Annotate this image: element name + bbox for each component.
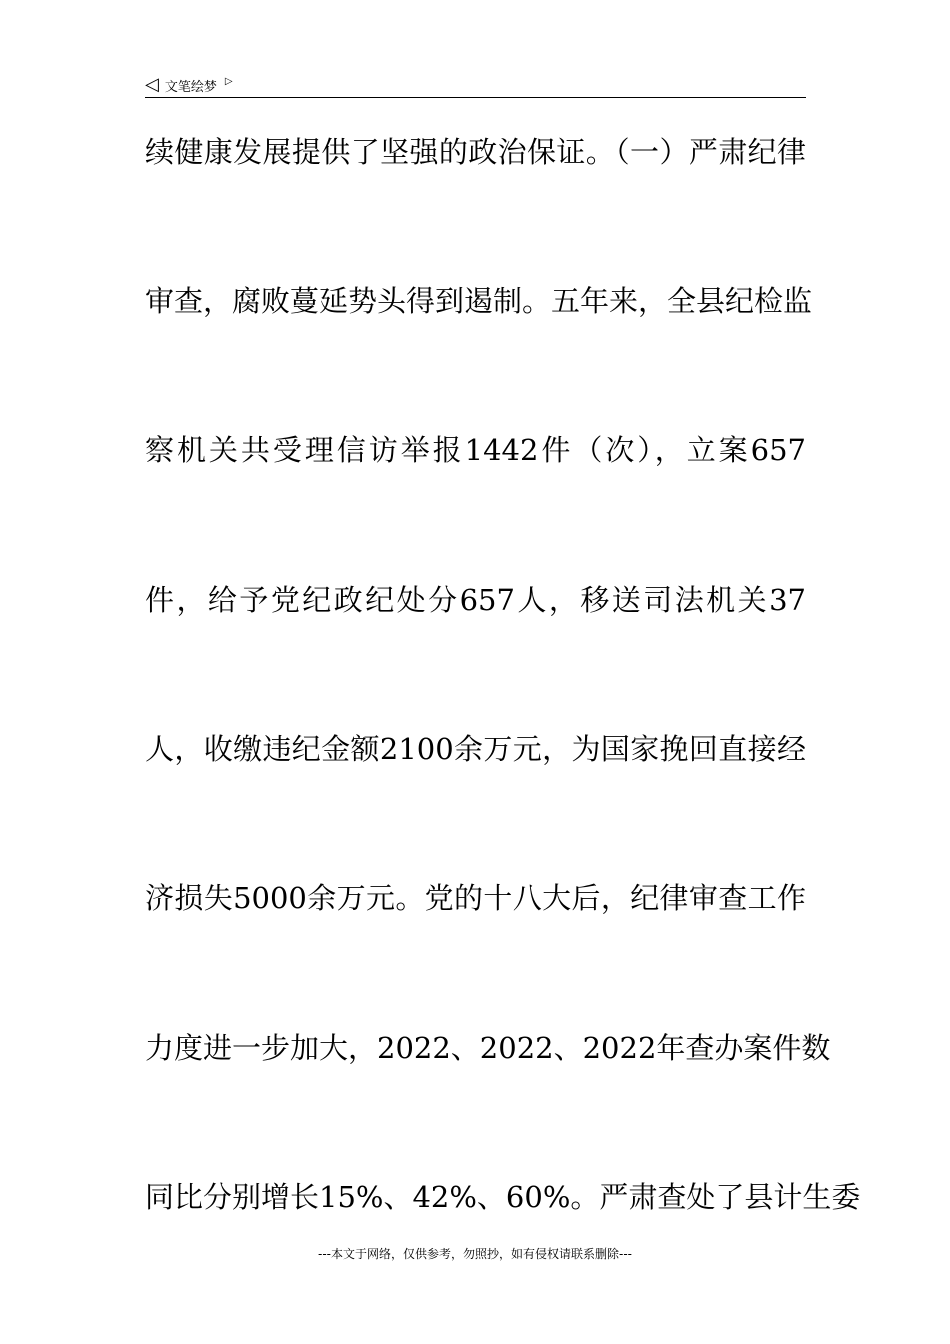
document-header [145, 72, 233, 98]
body-line: 济损失5000余万元。党的十八大后，纪律审查工作 [145, 881, 806, 915]
footer-notice: ---本文于网络，仅供参考，勿照抄，如有侵权请联系删除--- [318, 1247, 632, 1261]
header-divider [145, 97, 806, 98]
body-line: 审查，腐败蔓延势头得到遏制。五年来，全县纪检监 [145, 284, 813, 318]
body-line: 同比分别增长15%、42%、60%。严肃查处了县计生委 [145, 1180, 861, 1214]
left-triangle-icon: ◁ [145, 74, 159, 95]
body-line: 察机关共受理信访举报1442件（次），立案657 [145, 433, 806, 467]
right-triangle-icon: ▷ [224, 76, 233, 87]
body-line: 力度进一步加大，2022、2022、2022年查办案件数 [145, 1031, 831, 1065]
body-line: 件，给予党纪政纪处分657人，移送司法机关37 [145, 583, 806, 617]
body-line: 续健康发展提供了坚强的政治保证。（一）严肃纪律 [145, 135, 806, 169]
header-title: 文笔绘梦 [164, 79, 217, 95]
body-line: 人，收缴违纪金额2100余万元，为国家挽回直接经 [145, 732, 806, 766]
